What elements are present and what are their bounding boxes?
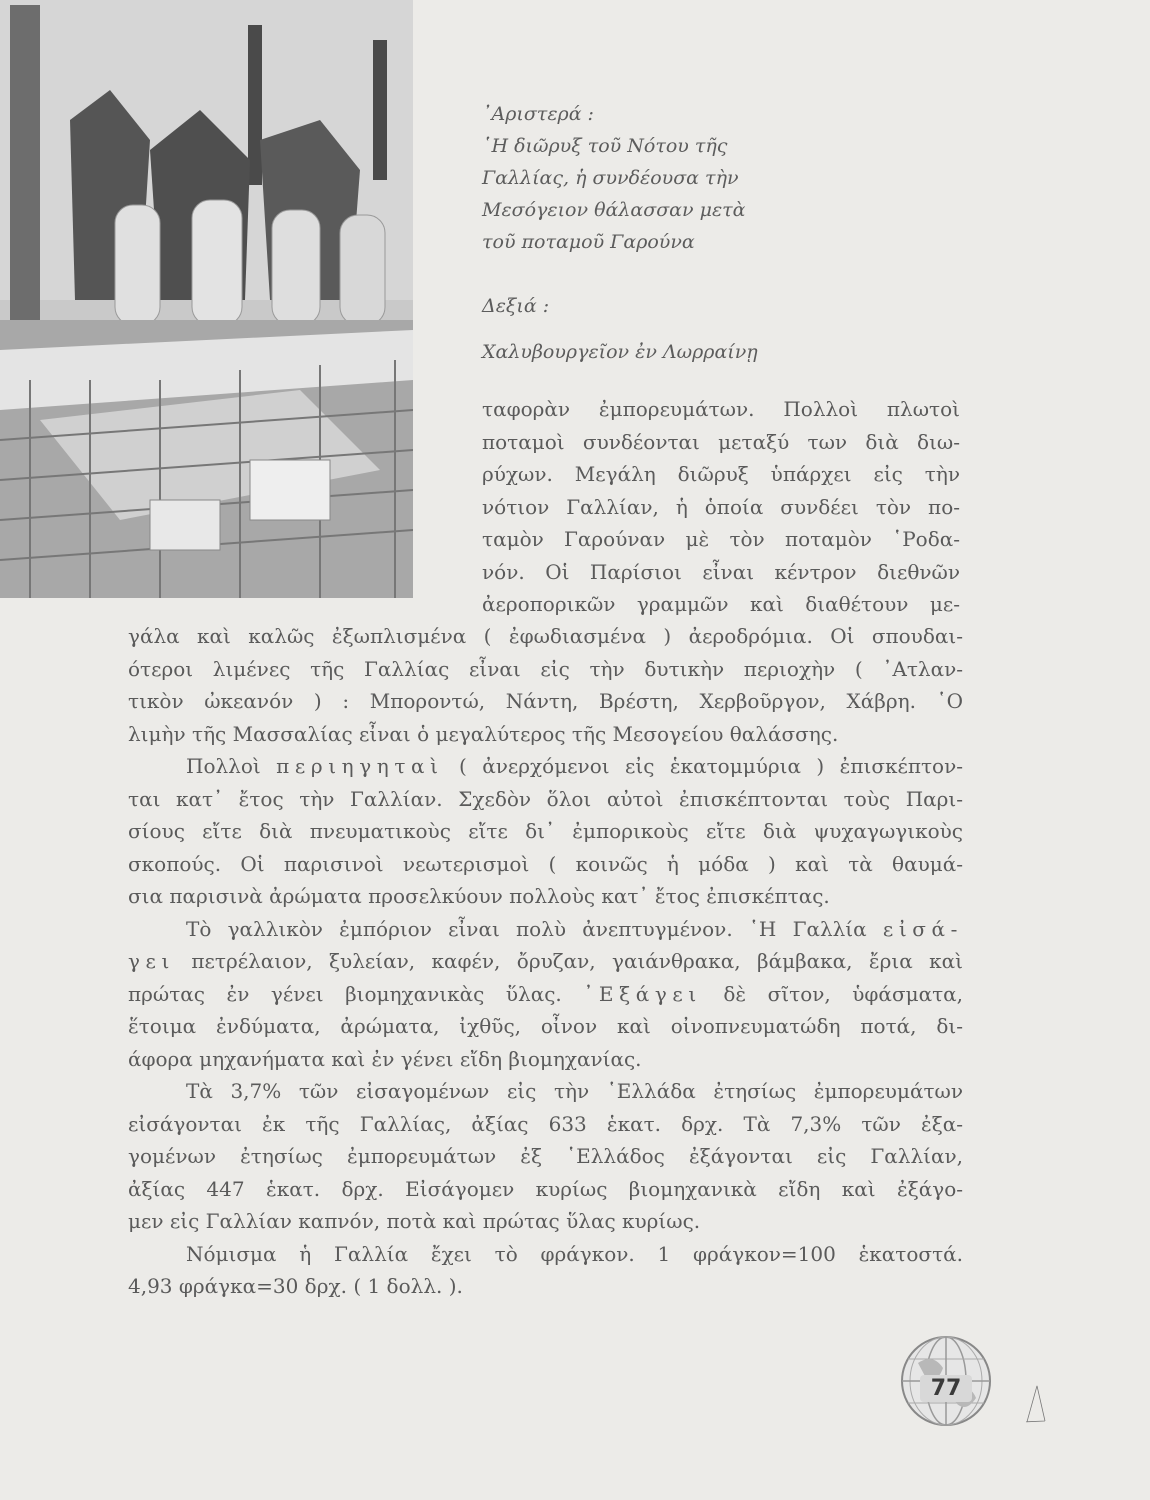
text-line: σκοπούς. Οἱ παρισινοὶ νεωτερισμοὶ ( κοινῶς ἡ μόδα ) καὶ τὰ θαυμά- xyxy=(128,851,963,876)
text-line: ποταμοὶ συνδέονται μεταξύ των διὰ διω- xyxy=(482,429,960,454)
caption-left-line: Μεσόγειον θάλασσαν μετὰ xyxy=(482,199,746,221)
caption-right-label: Δεξιά : xyxy=(482,295,550,317)
spaced-term: περιηγηταὶ xyxy=(276,754,444,778)
text-line: εἰσάγονται ἐκ τῆς Γαλλίας, ἀξίας 633 ἑκατ. δρχ. Τὰ 7,3% τῶν ἐξα- xyxy=(128,1111,963,1136)
caption-right-text: Χαλυβουργεῖον ἐν Λωρραίνῃ xyxy=(482,341,758,363)
text-line: τικὸν ὠκεανόν ) : Μποροντώ, Νάντη, Βρέστη, Χερβοῦργον, Χάβρη. ῾Ο xyxy=(128,689,963,713)
text-line xyxy=(128,978,963,1011)
text-line: μεν εἰς Γαλλίαν καπνόν, ποτὰ καὶ πρώτας ὕλας κυρίως. xyxy=(128,1209,701,1233)
photo-caption xyxy=(482,98,812,368)
text-line xyxy=(128,945,963,978)
text-segment: Τὸ γαλλικὸν ἐμπόριον εἶναι πολὺ ἀνεπτυγμένον. ῾Η Γαλλία xyxy=(186,916,867,941)
text-line: ἀεροπορικῶν γραμμῶν καὶ διαθέτουν με- xyxy=(482,592,960,616)
text-segment: Πολλοὶ xyxy=(186,754,261,778)
text-segment: ( ἀνερχόμενοι εἰς ἑκατομμύρια ) ἐπισκέπτον- xyxy=(459,754,964,778)
narrow-column-text xyxy=(482,393,960,621)
text-line: ρύχων. Μεγάλη διῶρυξ ὑπάρχει εἰς τὴν xyxy=(482,462,960,486)
text-line xyxy=(128,750,963,783)
spaced-term: ᾿Εξάγει xyxy=(583,981,702,1006)
page-number: 77 xyxy=(920,1375,972,1402)
text-line: Νόμισμα ἡ Γαλλία ἔχει τὸ φράγκον. 1 φράγκον=100 ἑκατοστά. xyxy=(186,1241,963,1266)
text-line: ται κατ᾿ ἔτος τὴν Γαλλίαν. Σχεδὸν ὅλοι αὐτοὶ ἐπισκέπτονται τοὺς Παρι- xyxy=(128,786,963,811)
text-line: ἀξίας 447 ἑκατ. δρχ. Εἰσάγομεν κυρίως βιομηχανικὰ εἴδη καὶ ἐξάγο- xyxy=(128,1176,963,1201)
text-line: ταμὸν Γαρούναν μὲ τὸν ποταμὸν ῾Ροδα- xyxy=(482,527,960,551)
text-line: ἕτοιμα ἐνδύματα, ἀρώματα, ἰχθῦς, οἶνον καὶ οἰνοπνευματώδη ποτά, δι- xyxy=(128,1014,963,1038)
caption-left-line: ῾Η διῶρυξ τοῦ Νότου τῆς xyxy=(482,135,728,157)
text-line: γομένων ἐτησίως ἐμπορευμάτων ἐξ ῾Ελλάδος ἐξάγονται εἰς Γαλλίαν, xyxy=(128,1144,963,1168)
text-line: σια παρισινὰ ἀρώματα προσελκύουν πολλοὺς κατ᾿ ἔτος ἐπισκέπτας. xyxy=(128,884,830,908)
steelworks-photo xyxy=(0,0,413,598)
text-line: 4,93 φράγκα=30 δρχ. ( 1 δολλ. ). xyxy=(128,1274,463,1298)
spaced-term: γει xyxy=(128,949,175,973)
text-line: λιμὴν τῆς Μασσαλίας εἶναι ὁ μεγαλύτερος τῆς Μεσογείου θαλάσσης. xyxy=(128,721,839,746)
body-text xyxy=(128,620,963,1303)
caption-left-label: ᾿Αριστερά : xyxy=(482,103,594,125)
text-line: Τὰ 3,7% τῶν εἰσαγομένων εἰς τὴν ῾Ελλάδα ἐτησίως ἐμπορευμάτων xyxy=(186,1079,963,1103)
text-line: γάλα καὶ καλῶς ἐξωπλισμένα ( ἐφωδιασμένα ) ἀεροδρόμια. Οἱ σπουδαι- xyxy=(128,624,963,648)
text-line: νότιον Γαλλίαν, ἡ ὁποία συνδέει τὸν πο- xyxy=(482,494,960,519)
text-line: νόν. Οἱ Παρίσιοι εἶναι κέντρον διεθνῶν xyxy=(482,559,960,584)
text-line: σίους εἴτε διὰ πνευματικοὺς εἴτε δι᾿ ἐμπορικοὺς εἴτε διὰ ψυχαγωγικοὺς xyxy=(128,819,963,843)
text-segment: πρώτας ἐν γένει βιομηχανικὰς ὕλας. xyxy=(128,981,562,1006)
text-line: ότεροι λιμένες τῆς Γαλλίας εἶναι εἰς τὴν δυτικὴν περιοχὴν ( ᾿Ατλαν- xyxy=(128,656,963,681)
text-line: άφορα μηχανήματα καὶ ἐν γένει εἴδη βιομηχανίας. xyxy=(128,1046,642,1071)
text-segment: δὲ σῖτον, ὑφάσματα, xyxy=(723,981,964,1006)
spaced-term: εἰσά- xyxy=(882,916,963,941)
text-line: ταφορὰν ἐμπορευμάτων. Πολλοὶ πλωτοὶ xyxy=(482,397,960,421)
text-segment: πετρέλαιον, ξυλείαν, καφέν, ὄρυζαν, γαιάνθρακα, βάμβακα, ἔρια καὶ xyxy=(191,949,964,973)
caption-left-line: τοῦ ποταμοῦ Γαρούνα xyxy=(482,231,695,253)
caption-left-line: Γαλλίας, ἡ συνδέουσα τὴν xyxy=(482,167,739,189)
text-line xyxy=(128,913,963,946)
margin-triangle-mark xyxy=(1005,1385,1065,1485)
